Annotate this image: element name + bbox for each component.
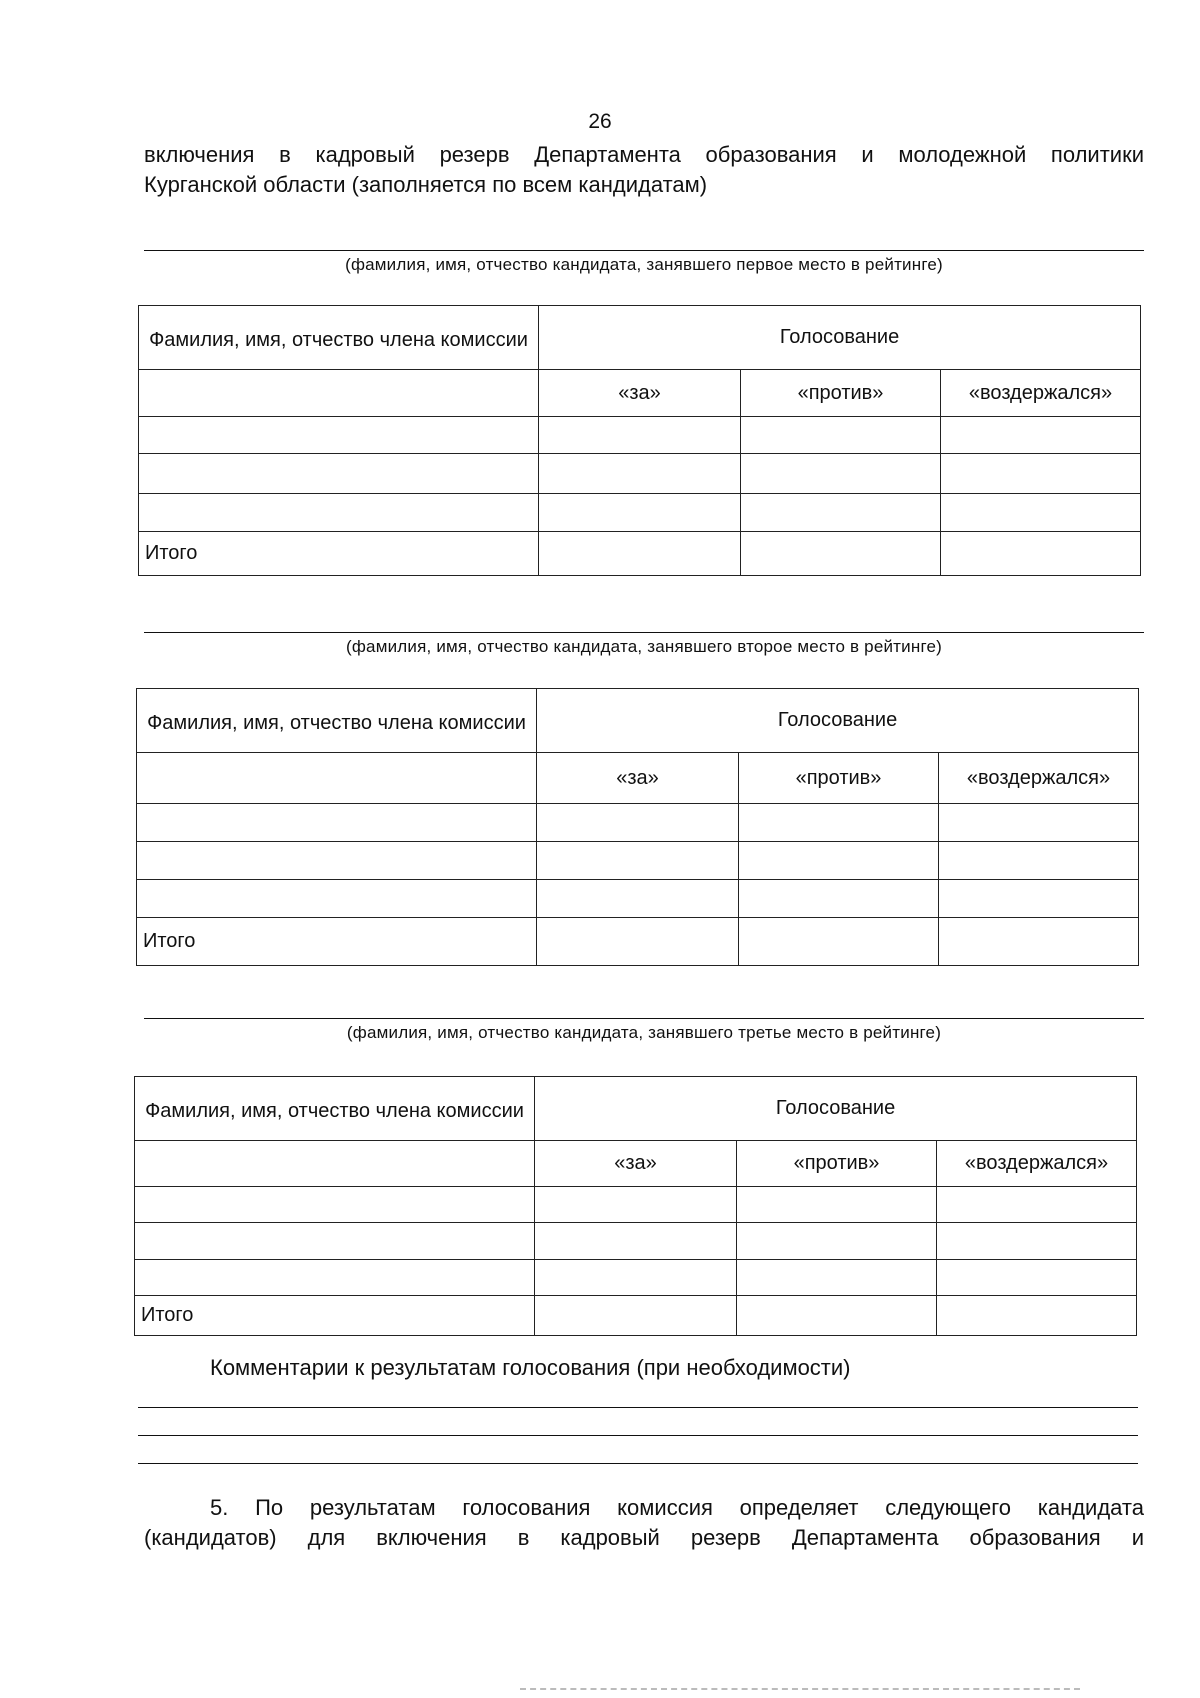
- intro-text: [144, 140, 1144, 200]
- table-cell[interactable]: [139, 370, 539, 417]
- table-row: [135, 1187, 1137, 1223]
- table-cell[interactable]: [535, 1296, 737, 1336]
- table-row: [139, 454, 1141, 494]
- table-cell[interactable]: [135, 1260, 535, 1296]
- candidate-1-name-line[interactable]: [144, 250, 1144, 251]
- table-cell[interactable]: [937, 1296, 1137, 1336]
- paragraph-5-line-1: 5. По результатам голосования комиссия определяет следующего кандидата: [210, 1495, 1144, 1520]
- name-header: Фамилия, имя, отчество члена комиссии: [139, 306, 539, 370]
- total-row: [135, 1296, 1137, 1336]
- table-cell[interactable]: [937, 1260, 1137, 1296]
- abstain-header: «воздержался»: [939, 753, 1139, 804]
- table-cell[interactable]: [941, 454, 1141, 494]
- voting-table-2: [136, 688, 1139, 966]
- table-cell[interactable]: [535, 1223, 737, 1260]
- table-cell[interactable]: [939, 804, 1139, 842]
- paragraph-5: [144, 1493, 1144, 1553]
- table-cell[interactable]: [539, 417, 741, 454]
- table-row: [137, 804, 1139, 842]
- candidate-3-caption: (фамилия, имя, отчество кандидата, занявшего третье место в рейтинге): [346, 1023, 942, 1042]
- table-cell[interactable]: [137, 753, 537, 804]
- intro-line-2: Курганской области (заполняется по всем кандидатам): [144, 172, 708, 197]
- table-cell[interactable]: [941, 494, 1141, 532]
- table-cell[interactable]: [737, 1187, 937, 1223]
- table-cell[interactable]: [741, 417, 941, 454]
- total-label: Итого: [135, 1296, 535, 1336]
- comment-line-1[interactable]: [138, 1407, 1138, 1408]
- against-header: «против»: [737, 1141, 937, 1187]
- against-header: «против»: [739, 753, 939, 804]
- candidate-3-name-line[interactable]: [144, 1018, 1144, 1019]
- table-cell[interactable]: [737, 1223, 937, 1260]
- abstain-header: «воздержался»: [941, 370, 1141, 417]
- table-row: [135, 1260, 1137, 1296]
- table-row: [139, 417, 1141, 454]
- table-cell[interactable]: [139, 494, 539, 532]
- abstain-header: «воздержался»: [937, 1141, 1137, 1187]
- total-row: [139, 532, 1141, 576]
- table-cell[interactable]: [137, 804, 537, 842]
- for-header: «за»: [537, 753, 739, 804]
- table-cell[interactable]: [537, 804, 739, 842]
- table-cell[interactable]: [537, 842, 739, 880]
- comments-title: Комментарии к результатам голосования (при необходимости): [210, 1355, 851, 1380]
- candidate-2-name-line[interactable]: [144, 632, 1144, 633]
- name-header: Фамилия, имя, отчество члена комиссии: [135, 1077, 535, 1141]
- name-header: Фамилия, имя, отчество члена комиссии: [137, 689, 537, 753]
- table-row: [137, 880, 1139, 918]
- page-number: 26: [588, 110, 612, 133]
- table-cell[interactable]: [535, 1187, 737, 1223]
- voting-header: Голосование: [537, 689, 1139, 753]
- total-label: Итого: [139, 532, 539, 576]
- total-label: Итого: [137, 918, 537, 966]
- table-cell[interactable]: [739, 918, 939, 966]
- table-cell[interactable]: [939, 842, 1139, 880]
- voting-table-1: [138, 305, 1141, 576]
- table-cell[interactable]: [937, 1223, 1137, 1260]
- table-cell[interactable]: [539, 532, 741, 576]
- comment-line-3[interactable]: [138, 1463, 1138, 1464]
- table-cell[interactable]: [937, 1187, 1137, 1223]
- table-cell[interactable]: [941, 532, 1141, 576]
- table-cell[interactable]: [739, 842, 939, 880]
- table-cell[interactable]: [137, 880, 537, 918]
- table-cell[interactable]: [539, 494, 741, 532]
- table-cell[interactable]: [939, 918, 1139, 966]
- table-cell[interactable]: [139, 417, 539, 454]
- table-cell[interactable]: [741, 494, 941, 532]
- table-cell[interactable]: [535, 1260, 737, 1296]
- table-cell[interactable]: [537, 880, 739, 918]
- table-cell[interactable]: [941, 417, 1141, 454]
- table-cell[interactable]: [139, 454, 539, 494]
- table-row: [135, 1223, 1137, 1260]
- table-cell[interactable]: [741, 532, 941, 576]
- table-cell[interactable]: [741, 454, 941, 494]
- table-cell[interactable]: [739, 880, 939, 918]
- table-cell[interactable]: [137, 842, 537, 880]
- table-cell[interactable]: [539, 454, 741, 494]
- paragraph-5-line-2: (кандидатов) для включения в кадровый резерв Департамента образования и: [144, 1525, 1144, 1550]
- voting-header: Голосование: [539, 306, 1141, 370]
- table-row: [137, 842, 1139, 880]
- table-cell[interactable]: [939, 880, 1139, 918]
- table-cell[interactable]: [135, 1187, 535, 1223]
- for-header: «за»: [535, 1141, 737, 1187]
- voting-table-3: [134, 1076, 1137, 1336]
- candidate-2-caption: (фамилия, имя, отчество кандидата, занявшего второе место в рейтинге): [346, 637, 942, 656]
- table-cell[interactable]: [739, 804, 939, 842]
- table-cell[interactable]: [737, 1296, 937, 1336]
- table-cell[interactable]: [135, 1141, 535, 1187]
- table-cell[interactable]: [737, 1260, 937, 1296]
- against-header: «против»: [741, 370, 941, 417]
- voting-header: Голосование: [535, 1077, 1137, 1141]
- for-header: «за»: [539, 370, 741, 417]
- page-edge-marks: [520, 1688, 1080, 1690]
- intro-line-1: включения в кадровый резерв Департамента образования и молодежной политики: [144, 142, 1144, 167]
- table-cell[interactable]: [135, 1223, 535, 1260]
- comment-line-2[interactable]: [138, 1435, 1138, 1436]
- table-cell[interactable]: [537, 918, 739, 966]
- table-row: [139, 494, 1141, 532]
- candidate-1-caption: (фамилия, имя, отчество кандидата, занявшего первое место в рейтинге): [345, 255, 943, 274]
- total-row: [137, 918, 1139, 966]
